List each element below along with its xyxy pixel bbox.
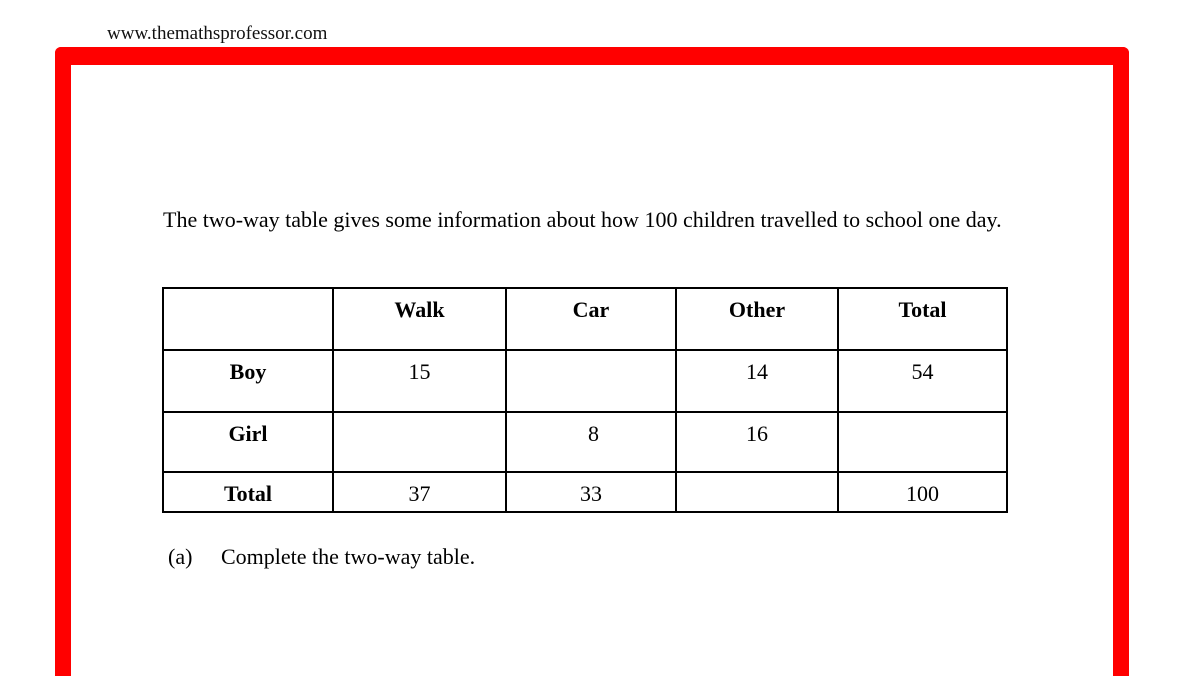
question-text: Complete the two-way table. <box>221 544 476 569</box>
table-header-row <box>163 288 1007 350</box>
header-cell-walk: Walk <box>333 288 506 350</box>
two-way-table <box>162 287 1008 513</box>
site-url[interactable]: www.themathsprofessor.com <box>107 23 328 44</box>
row-label-total: Total <box>163 472 333 512</box>
header-cell-empty <box>163 288 333 350</box>
question-a <box>168 543 475 571</box>
cell-boy-walk[interactable]: 15 <box>333 350 506 412</box>
header-cell-other: Other <box>676 288 838 350</box>
row-label-boy: Boy <box>163 350 333 412</box>
question-label: (a) <box>168 544 193 569</box>
cell-total-other[interactable] <box>676 472 838 512</box>
table-row-boy <box>163 350 1007 412</box>
intro-text: The two-way table gives some information about how 100 children travelled to school one day. <box>163 207 1002 232</box>
table-row-total <box>163 472 1007 512</box>
cell-total-car[interactable]: 33 <box>506 472 676 512</box>
cell-boy-car[interactable] <box>506 350 676 412</box>
cell-boy-total[interactable]: 54 <box>838 350 1007 412</box>
cell-total-total[interactable]: 100 <box>838 472 1007 512</box>
cell-girl-car[interactable]: 8 <box>506 412 676 472</box>
header-cell-car: Car <box>506 288 676 350</box>
cell-girl-walk[interactable] <box>333 412 506 472</box>
cell-girl-other[interactable]: 16 <box>676 412 838 472</box>
table-row-girl <box>163 412 1007 472</box>
cell-boy-other[interactable]: 14 <box>676 350 838 412</box>
cell-total-walk[interactable]: 37 <box>333 472 506 512</box>
header-cell-total: Total <box>838 288 1007 350</box>
cell-girl-total[interactable] <box>838 412 1007 472</box>
row-label-girl: Girl <box>163 412 333 472</box>
